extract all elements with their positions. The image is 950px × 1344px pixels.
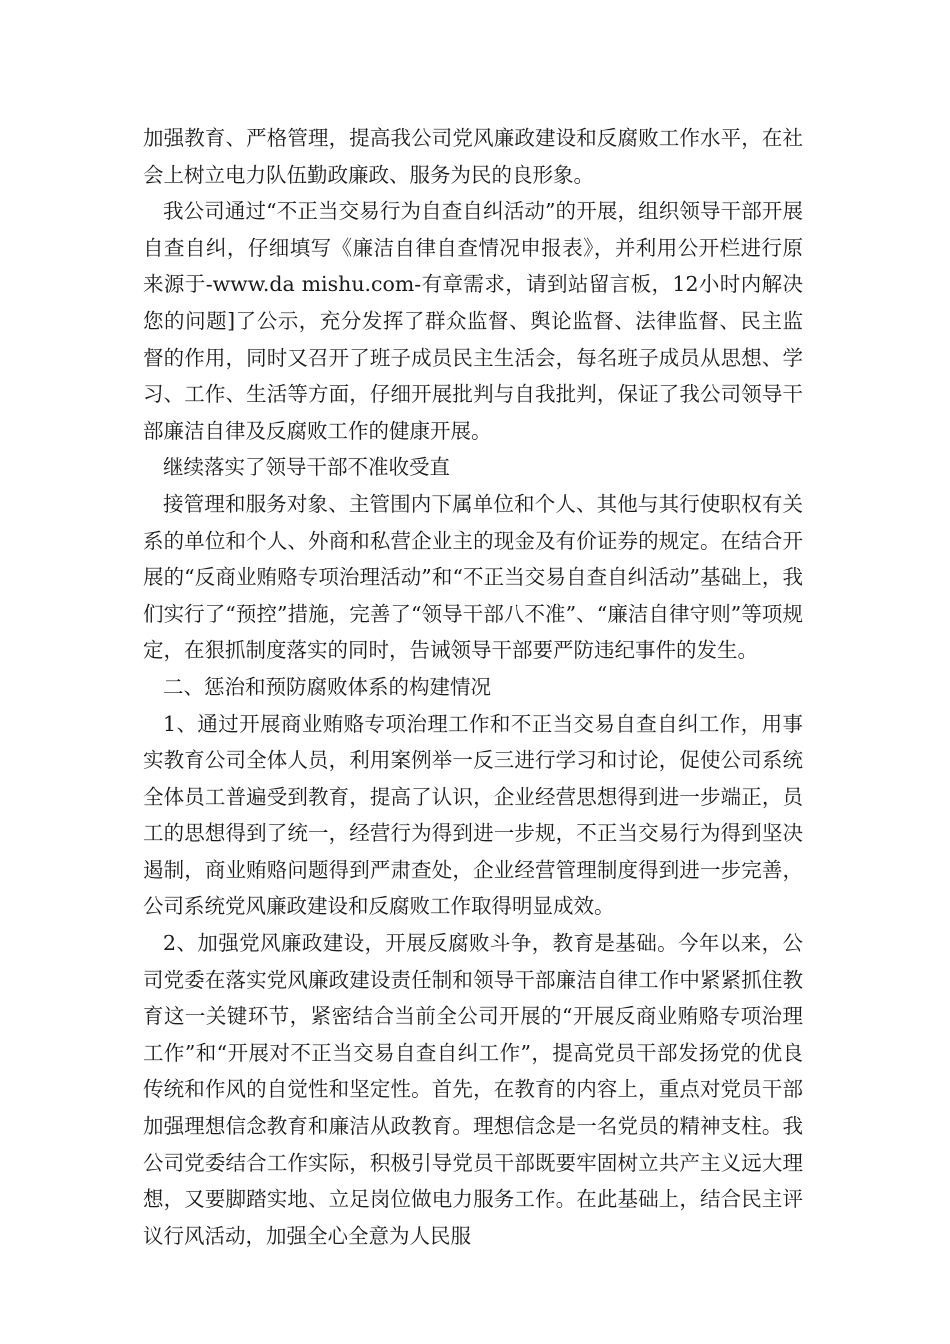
paragraph-6: 1、通过开展商业贿赂专项治理工作和不正当交易自查自纠工作，用事实教育公司全体人员，利用案例举一反三进行学习和讨论，促使公司系统全体员工普遍受到教育，提高了认识，企业经营思想得到进一步端正，员工的思想得到了统一，经营行为得到进一步规，不正当交易行为得到坚决遏制，商业贿赂问题得到严肃查处，企业经营管理制度得到进一步完善，公司系统党风廉政建设和反腐败工作取得明显成效。 (143, 711, 803, 919)
paragraph-4: 接管理和服务对象、主管围内下属单位和个人、其他与其行使职权有关系的单位和个人、外商和私营企业主的现金及有价证券的规定。在结合开展的“反商业贿赂专项治理活动”和“不正当交易自查自纠活动”基础上，我们实行了“预控”措施，完善了“领导干部八不准”、“廉洁自律守则”等项规定，在狠抓制度落实的同时，告诫领导干部要严防违纪事件的发生。 (143, 491, 803, 663)
document-body (143, 120, 803, 1254)
paragraph-7: 2、加强党风廉政建设，开展反腐败斗争，教育是基础。今年以来，公司党委在落实党风廉政建设责任制和领导干部廉洁自律工作中紧紧抓住教育这一关键环节，紧密结合当前全公司开展的“开展反商业贿赂专项治理工作”和“开展对不正当交易自查自纠工作”，提高党员干部发扬党的优良传统和作风的自觉性和坚定性。首先，在教育的内容上，重点对党员干部加强理想信念教育和廉洁从政教育。理想信念是一名党员的精神支柱。我公司党委结合工作实际，积极引导党员干部既要牢固树立共产主义远大理想，又要脚踏实地、立足岗位做电力服务工作。在此基础上，结合民主评议行风活动，加强全心全意为人民服 (143, 931, 803, 1248)
section-heading-2: 二、惩治和预防腐败体系的构建情况 (163, 674, 491, 699)
paragraph-2: 我公司通过“不正当交易行为自查自纠活动”的开展，组织领导干部开展自查自纠，仔细填写《廉洁自律自查情况申报表》，并利用公开栏进行原来源于-www.da mishu.com-有章需求，请到站留言板，12小时内解决您的问题]了公示，充分发挥了群众监督、舆论监督、法律监督、民主监督的作用，同时又召开了班子成员民主生活会，每名班子成员从思想、学习、工作、生活等方面，仔细开展批判与自我批判，保证了我公司领导干部廉洁自律及反腐败工作的健康开展。 (143, 199, 803, 443)
paragraph-1: 加强教育、严格管理，提高我公司党风廉政建设和反腐败工作水平，在社会上树立电力队伍勤政廉政、服务为民的良形象。 (143, 126, 803, 187)
paragraph-3: 继续落实了领导干部不准收受直 (163, 455, 450, 480)
